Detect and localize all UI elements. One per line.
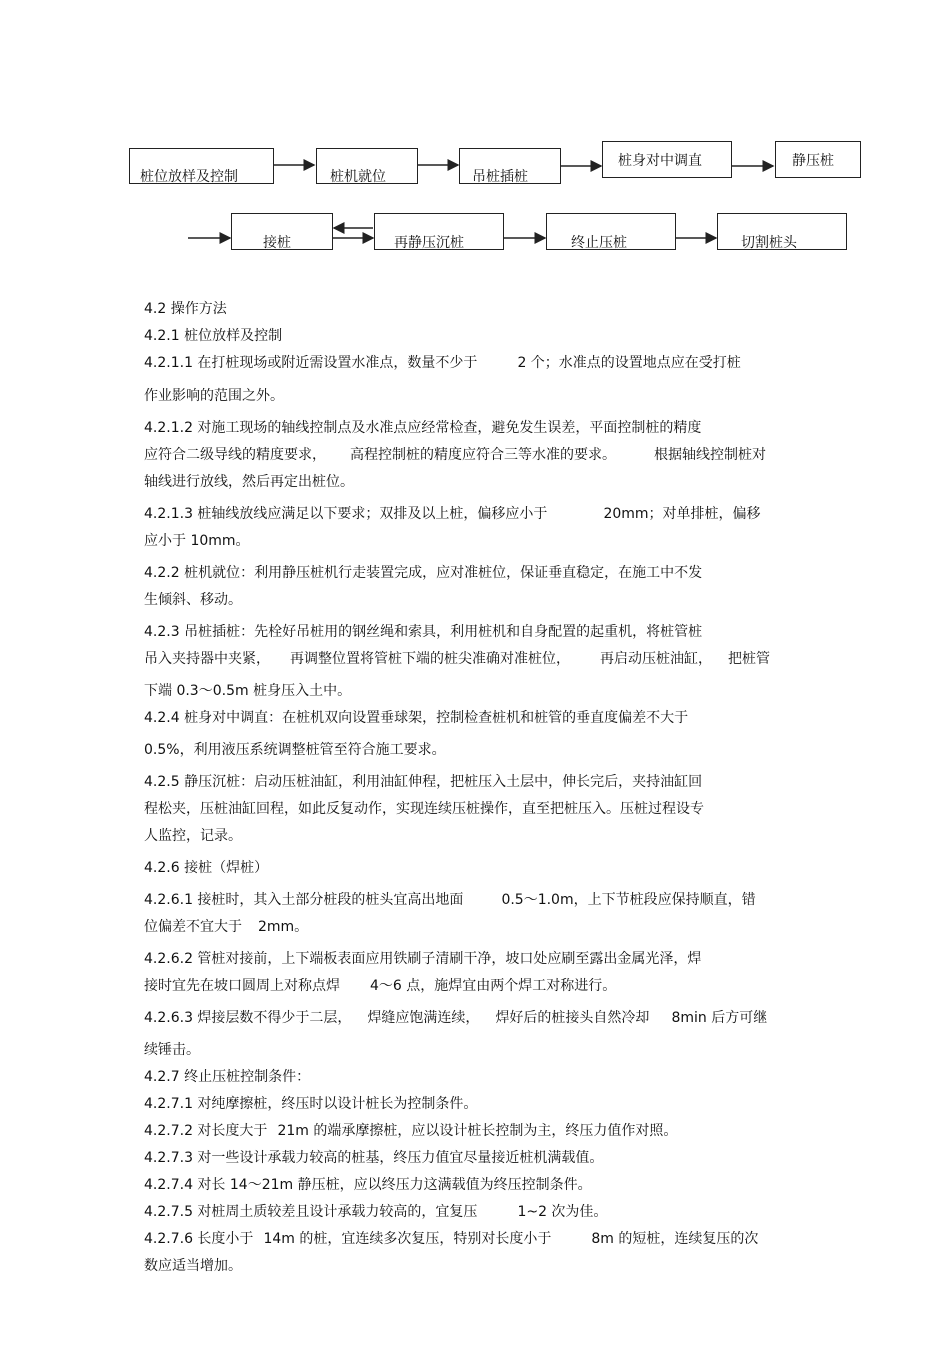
text-line (144, 646, 814, 673)
text-segment: 根据轴线控制桩对 (654, 447, 766, 463)
text-segment: 4.2.4 桩身对中调直：在桩机双向设置垂球架，控制检查桩机和桩管的垂直度偏差不大于 (144, 710, 689, 726)
text-segment: 4.2.1.3 桩轴线放线应满足以下要求；双排及以上桩，偏移应小于 (144, 506, 548, 522)
flow-box-8 (546, 213, 676, 250)
flow-box-label: 静压桩 (792, 153, 834, 169)
text-segment: 应小于 10mm。 (144, 533, 250, 549)
text-line (144, 769, 814, 796)
flow-box-label: 终止压桩 (571, 235, 627, 251)
flow-box-1 (129, 148, 274, 184)
text-segment: 生倾斜、移动。 (144, 592, 242, 608)
text-line (144, 705, 814, 732)
text-segment: 4.2.6.1 接桩时，其入土部分桩段的桩头宜高出地面 (144, 892, 464, 908)
text-segment: 人监控，记录。 (144, 828, 242, 844)
text-segment: 作业影响的范围之外。 (144, 388, 284, 404)
text-segment: 20mm；对单排桩，偏移 (603, 506, 761, 522)
text-segment: 4.2.7.5 对桩周土质较差且设计承载力较高的，宜复压 (144, 1204, 478, 1220)
text-segment: 4.2.7.3 对一些设计承载力较高的桩基，终压力值宜尽量接近桩机满载值。 (144, 1150, 604, 1166)
text-line (144, 678, 814, 705)
text-segment: 下端 0.3～0.5m 桩身压入土中。 (144, 683, 352, 699)
text-segment: 应符合二级导线的精度要求， (144, 447, 326, 463)
text-segment: 4.2.7 终止压桩控制条件： (144, 1069, 311, 1085)
text-segment: 再启动压桩油缸， (600, 651, 712, 667)
flow-box-5 (775, 141, 861, 178)
text-line (144, 619, 814, 646)
flow-box-7 (374, 213, 504, 250)
text-segment: 1~2 次为佳。 (517, 1204, 608, 1220)
text-segment: 4.2.1 桩位放样及控制 (144, 328, 283, 344)
text-segment: 4.2.1.2 对施工现场的轴线控制点及水准点应经常检查，避免发生误差，平面控制桩的精度 (144, 420, 702, 436)
text-segment: 接时宜先在坡口圆周上对称点焊 (144, 978, 340, 994)
text-segment: 2mm。 (258, 919, 309, 935)
text-segment: 0.5%，利用液压系统调整桩管至符合施工要求。 (144, 742, 446, 758)
text-segment: 4.2.6.3 焊接层数不得少于二层， (144, 1010, 352, 1026)
text-segment: 把桩管 (728, 651, 770, 667)
text-segment: 高程控制桩的精度应符合三等水准的要求。 (350, 447, 616, 463)
text-line (144, 1226, 814, 1253)
flow-box-label: 桩身对中调直 (618, 153, 702, 169)
text-line (144, 587, 814, 614)
text-line (144, 501, 814, 528)
text-segment: 4～6 点，施焊宜由两个焊工对称进行。 (370, 978, 617, 994)
text-line (144, 1145, 814, 1172)
text-line (144, 1091, 814, 1118)
text-line (144, 323, 814, 350)
text-segment: 位偏差不宜大于 (144, 919, 242, 935)
text-line (144, 1172, 814, 1199)
text-line (144, 1118, 814, 1145)
text-segment: 8m 的短桩，连续复压的次 (591, 1231, 759, 1247)
text-segment: 续锤击。 (144, 1042, 200, 1058)
text-line (144, 560, 814, 587)
text-segment: 4.2 操作方法 (144, 301, 227, 317)
text-segment: 程松夹，压桩油缸回程，如此反复动作，实现连续压桩操作，直至把桩压入。压桩过程设专 (144, 801, 704, 817)
text-segment: 焊好后的桩接头自然冷却 (495, 1010, 650, 1026)
text-segment: 吊入夹持器中夹紧， (144, 651, 270, 667)
flow-box-label: 再静压沉桩 (394, 235, 464, 251)
text-line (144, 855, 814, 882)
text-line (144, 415, 814, 442)
text-line (144, 383, 814, 410)
text-segment: 数应适当增加。 (144, 1258, 242, 1274)
flow-box-9 (717, 213, 847, 250)
text-segment: 21m 的端承摩擦桩，应以设计桩长控制为主，终压力值作对照。 (277, 1123, 678, 1139)
flow-box-3 (459, 148, 561, 184)
process-flowchart (0, 0, 950, 270)
text-line (144, 296, 814, 323)
text-segment: 4.2.6 接桩（焊桩） (144, 860, 269, 876)
document-body (144, 296, 814, 1280)
text-line (144, 737, 814, 764)
flow-box-4 (602, 141, 732, 178)
flow-box-label: 切割桩头 (741, 235, 797, 251)
text-segment: 再调整位置将管桩下端的桩尖准确对准桩位， (290, 651, 570, 667)
text-line (144, 796, 814, 823)
flow-box-label: 桩位放样及控制 (140, 169, 238, 185)
text-line (144, 469, 814, 496)
flow-box-label: 吊桩插桩 (472, 169, 528, 185)
text-line (144, 528, 814, 555)
text-segment: 4.2.2 桩机就位：利用静压桩机行走装置完成，应对准桩位，保证垂直稳定，在施工中不发 (144, 565, 703, 581)
text-line (144, 1199, 814, 1226)
text-segment: 4.2.3 吊桩插桩：先栓好吊桩用的钢丝绳和索具，利用桩机和自身配置的起重机，将桩管桩 (144, 624, 703, 640)
text-line (144, 823, 814, 850)
text-segment: 4.2.7.4 对长 14～21m 静压桩，应以终压力这满载值为终压控制条件。 (144, 1177, 592, 1193)
flow-box-label: 桩机就位 (330, 169, 386, 185)
text-line (144, 946, 814, 973)
text-segment: 8min 后方可继 (671, 1010, 768, 1026)
text-line (144, 887, 814, 914)
text-line (144, 914, 814, 941)
text-segment: 4.2.1.1 在打桩现场或附近需设置水准点，数量不少于 (144, 355, 478, 371)
text-segment: 4.2.6.2 管桩对接前，上下端板表面应用铁刷子清刷干净，坡口处应刷至露出金属光泽，焊 (144, 951, 702, 967)
text-segment: 焊缝应饱满连续， (367, 1010, 480, 1026)
text-line (144, 1005, 814, 1032)
text-line (144, 973, 814, 1000)
text-segment: 2 个；水准点的设置地点应在受打桩 (517, 355, 741, 371)
text-segment: 4.2.7.1 对纯摩擦桩，终压时以设计桩长为控制条件。 (144, 1096, 478, 1112)
text-line (144, 350, 814, 377)
text-line (144, 1037, 814, 1064)
text-line (144, 442, 814, 469)
text-segment: 14m 的桩，宜连续多次复压，特别对长度小于 (263, 1231, 552, 1247)
flow-box-2 (316, 148, 418, 184)
text-line (144, 1064, 814, 1091)
text-segment: 0.5～1.0m，上下节桩段应保持顺直，错 (501, 892, 756, 908)
text-segment: 4.2.7.6 长度小于 (144, 1231, 254, 1247)
text-line (144, 1253, 814, 1280)
text-segment: 4.2.7.2 对长度大于 (144, 1123, 268, 1139)
flow-box-label: 接桩 (263, 235, 291, 251)
flow-box-6 (231, 213, 333, 250)
text-segment: 轴线进行放线，然后再定出桩位。 (144, 474, 354, 490)
text-segment: 4.2.5 静压沉桩：启动压桩油缸，利用油缸伸程，把桩压入土层中，伸长完后，夹持油缸回 (144, 774, 703, 790)
